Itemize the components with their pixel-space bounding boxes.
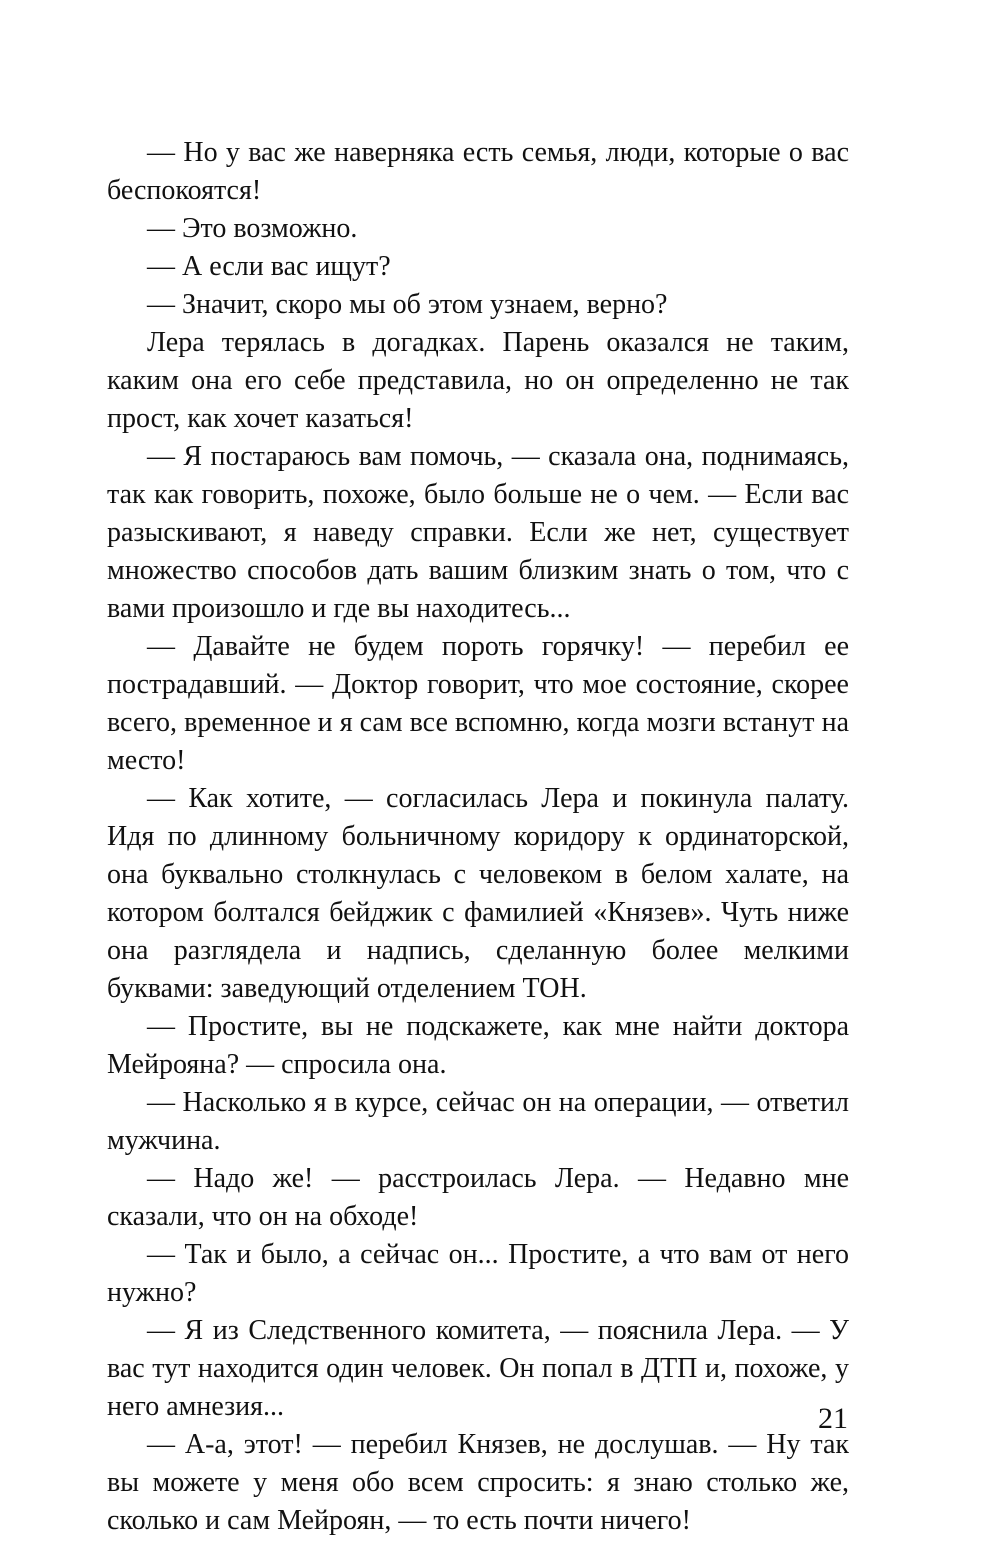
paragraph: — Давайте не будем пороть горячку! — перебил ее пострадавший. — Доктор говорит, что мое состояние, скорее всего, временное и я сам все вспомню, когда мозги встанут на место! — [107, 631, 849, 776]
body-text — [107, 134, 849, 1540]
paragraph: — Я постараюсь вам помочь, — сказала она, поднимаясь, так как говорить, похоже, было больше не о чем. — Если вас разыскивают, я наведу справки. Если же нет, существует множество способов дать вашим близким знать о том, что с вами произошло и где вы находитесь... — [107, 441, 849, 624]
paragraph: — Я из Следственного комитета, — пояснила Лера. — У вас тут находится один человек. Он попал в ДТП и, похоже, у него амнезия... — [107, 1315, 849, 1422]
paragraph: — Так и было, а сейчас он... Простите, а что вам от него нужно? — [107, 1239, 849, 1308]
paragraph: — Надо же! — расстроилась Лера. — Недавно мне сказали, что он на обходе! — [107, 1163, 849, 1232]
paragraph: — Значит, скоро мы об этом узнаем, верно? — [147, 289, 668, 320]
paragraph: — Но у вас же наверняка есть семья, люди, которые о вас беспокоятся! — [107, 137, 849, 206]
paragraph: — Как хотите, — согласилась Лера и покинула палату. Идя по длинному больничному коридору к ординаторской, она буквально столкнулась с человеком в белом халате, на котором болтался бейджик с фамилией «Князев». Чуть ниже она разглядела и надпись, сделанную более мелкими буквами: заведующий отделением ТОН. — [107, 783, 849, 1004]
page-number: 21 — [818, 1402, 848, 1435]
paragraph: — Простите, вы не подскажете, как мне найти доктора Мейрояна? — спросила она. — [107, 1011, 849, 1080]
paragraph: — Насколько я в курсе, сейчас он на операции, — ответил мужчина. — [107, 1087, 849, 1156]
paragraph: — Это возможно. — [147, 213, 358, 244]
paragraph: — А-а, этот! — перебил Князев, не дослушав. — Ну так вы можете у меня обо всем спросить: я знаю столько же, сколько и сам Мейроян, — то есть почти ничего! — [107, 1429, 849, 1536]
paragraph: Лера терялась в догадках. Парень оказался не таким, каким она его себе представила, но он определенно не так прост, как хочет казаться! — [107, 327, 849, 434]
paragraph: — А если вас ищут? — [147, 251, 391, 282]
